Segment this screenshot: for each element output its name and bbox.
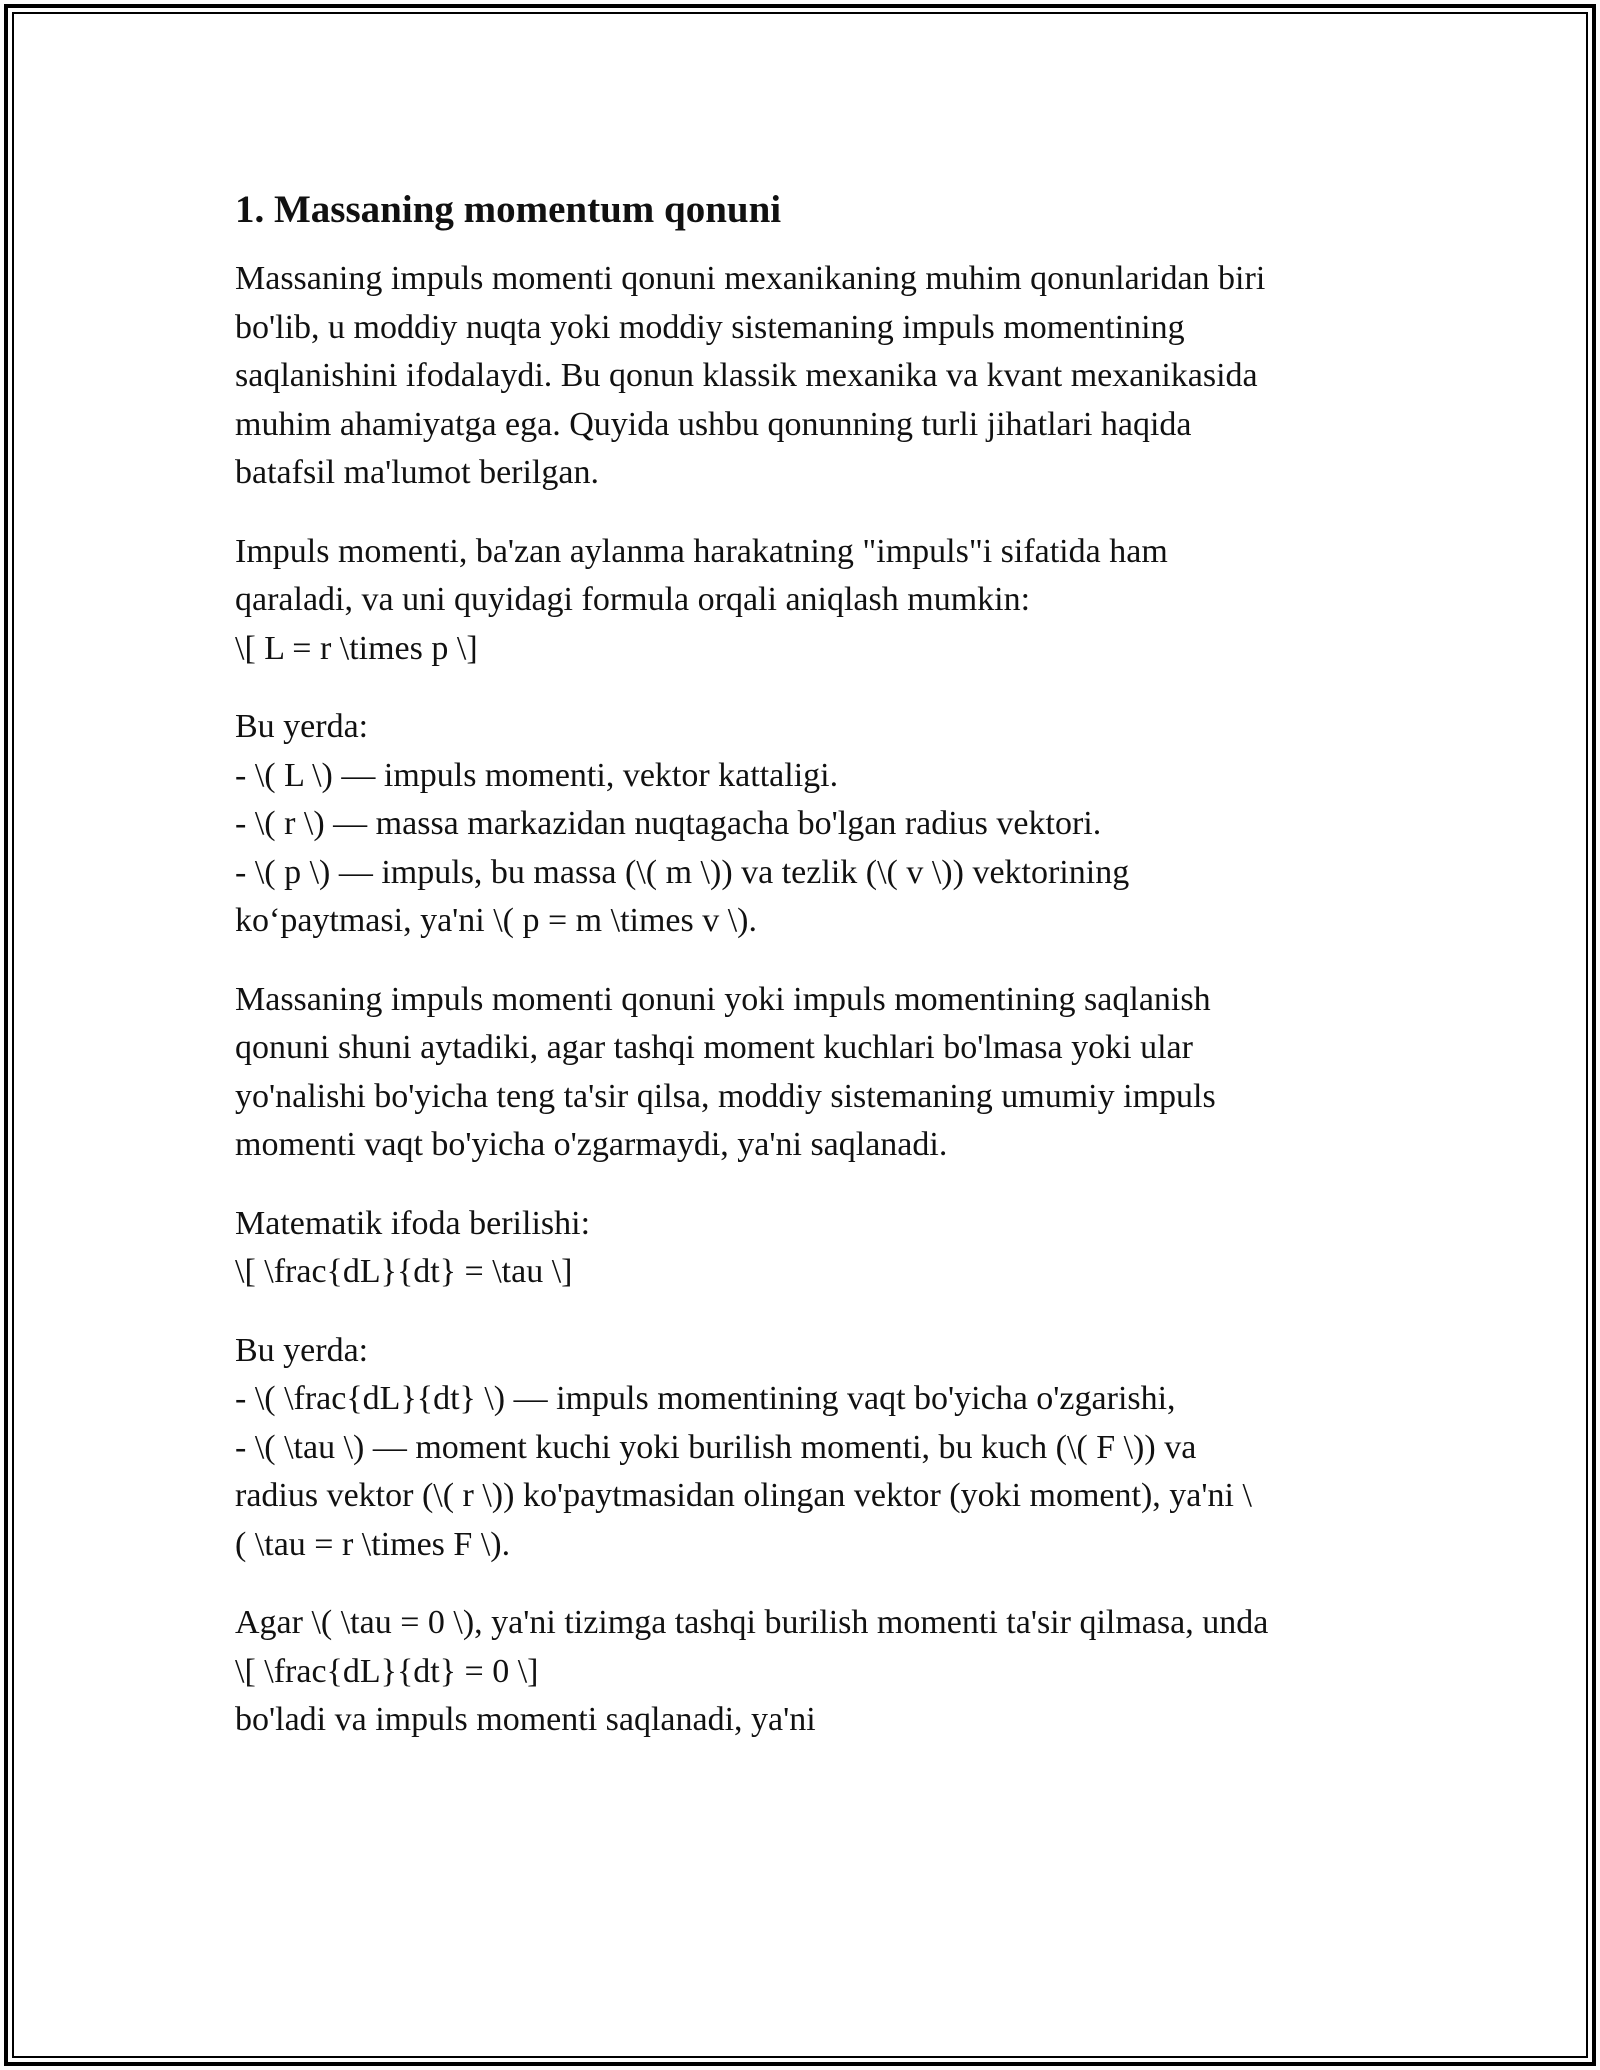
text-line: radius vektor (\( r \)) ko'paytmasidan olingan vektor (yoki moment), ya'ni \: [235, 1477, 1252, 1514]
text-line: bo'lib, u moddiy nuqta yoki moddiy sistemaning impuls momentining: [235, 308, 1185, 346]
list-item: - \( r \) — massa markazidan nuqtagacha bo'lgan radius vektori.: [235, 805, 1102, 842]
text-line: qaraladi, va uni quyidagi formula orqali aniqlash mumkin:: [235, 581, 1031, 618]
text-line: saqlanishini ifodalaydi. Bu qonun klassik mexanika va kvant mexanikasida: [235, 357, 1258, 394]
list-item: - \( L \) — impuls momenti, vektor kattaligi.: [235, 756, 839, 794]
formula-line: \[ \frac{dL}{dt} = 0 \]: [235, 1652, 539, 1690]
text-line: batafsil ma'lumot berilgan.: [235, 454, 599, 491]
document-content: [235, 184, 1365, 1775]
text-line: ko‘paytmasi, ya'ni \( p = m \times v \).: [235, 902, 758, 939]
list-item: - \( \frac{dL}{dt} \) — impuls momentining vaqt bo'yicha o'zgarishi,: [235, 1380, 1176, 1417]
text-line: Massaning impuls momenti qonuni mexanikaning muhim qonunlaridan biri: [235, 260, 1266, 297]
text-line: bo'ladi va impuls momenti saqlanadi, ya'ni: [235, 1701, 816, 1738]
paragraph-symbols: [235, 703, 1365, 946]
paragraph-math-expression: [235, 1200, 1365, 1297]
text-line: Massaning impuls momenti qonuni yoki impuls momentining saqlanish: [235, 980, 1211, 1018]
section-heading: 1. Massaning momentum qonuni: [235, 188, 782, 231]
text-line: Bu yerda:: [235, 1331, 369, 1369]
list-item: - \( p \) — impuls, bu massa (\( m \)) va tezlik (\( v \)) vektorining: [235, 853, 1130, 891]
formula-line: \[ L = r \times p \]: [235, 629, 478, 667]
text-line: Matematik ifoda berilishi:: [235, 1204, 591, 1242]
paragraph-conservation-law: [235, 976, 1365, 1170]
list-item: - \( \tau \) — moment kuchi yoki burilish momenti, bu kuch (\( F \)) va: [235, 1428, 1197, 1466]
text-line: momenti vaqt bo'yicha o'zgarmaydi, ya'ni saqlanadi.: [235, 1126, 948, 1163]
paragraph-symbols-2: [235, 1327, 1365, 1570]
text-line: Agar \( \tau = 0 \), ya'ni tizimga tashqi burilish momenti ta'sir qilmasa, unda: [235, 1604, 1269, 1641]
text-line: muhim ahamiyatga ega. Quyida ushbu qonunning turli jihatlari haqida: [235, 405, 1192, 443]
text-line: qonuni shuni aytadiki, agar tashqi moment kuchlari bo'lmasa yoki ular: [235, 1029, 1193, 1066]
paragraph-intro: [235, 255, 1365, 498]
text-line: Impuls momenti, ba'zan aylanma harakatning "impuls"i sifatida ham: [235, 532, 1168, 570]
text-line: yo'nalishi bo'yicha teng ta'sir qilsa, moddiy sistemaning umumiy impuls: [235, 1077, 1216, 1115]
text-line: Bu yerda:: [235, 708, 369, 745]
paragraph-zero-torque: [235, 1599, 1365, 1745]
text-line: ( \tau = r \times F \).: [235, 1525, 511, 1563]
formula-line: \[ \frac{dL}{dt} = \tau \]: [235, 1253, 573, 1290]
paragraph-definition: [235, 528, 1365, 674]
